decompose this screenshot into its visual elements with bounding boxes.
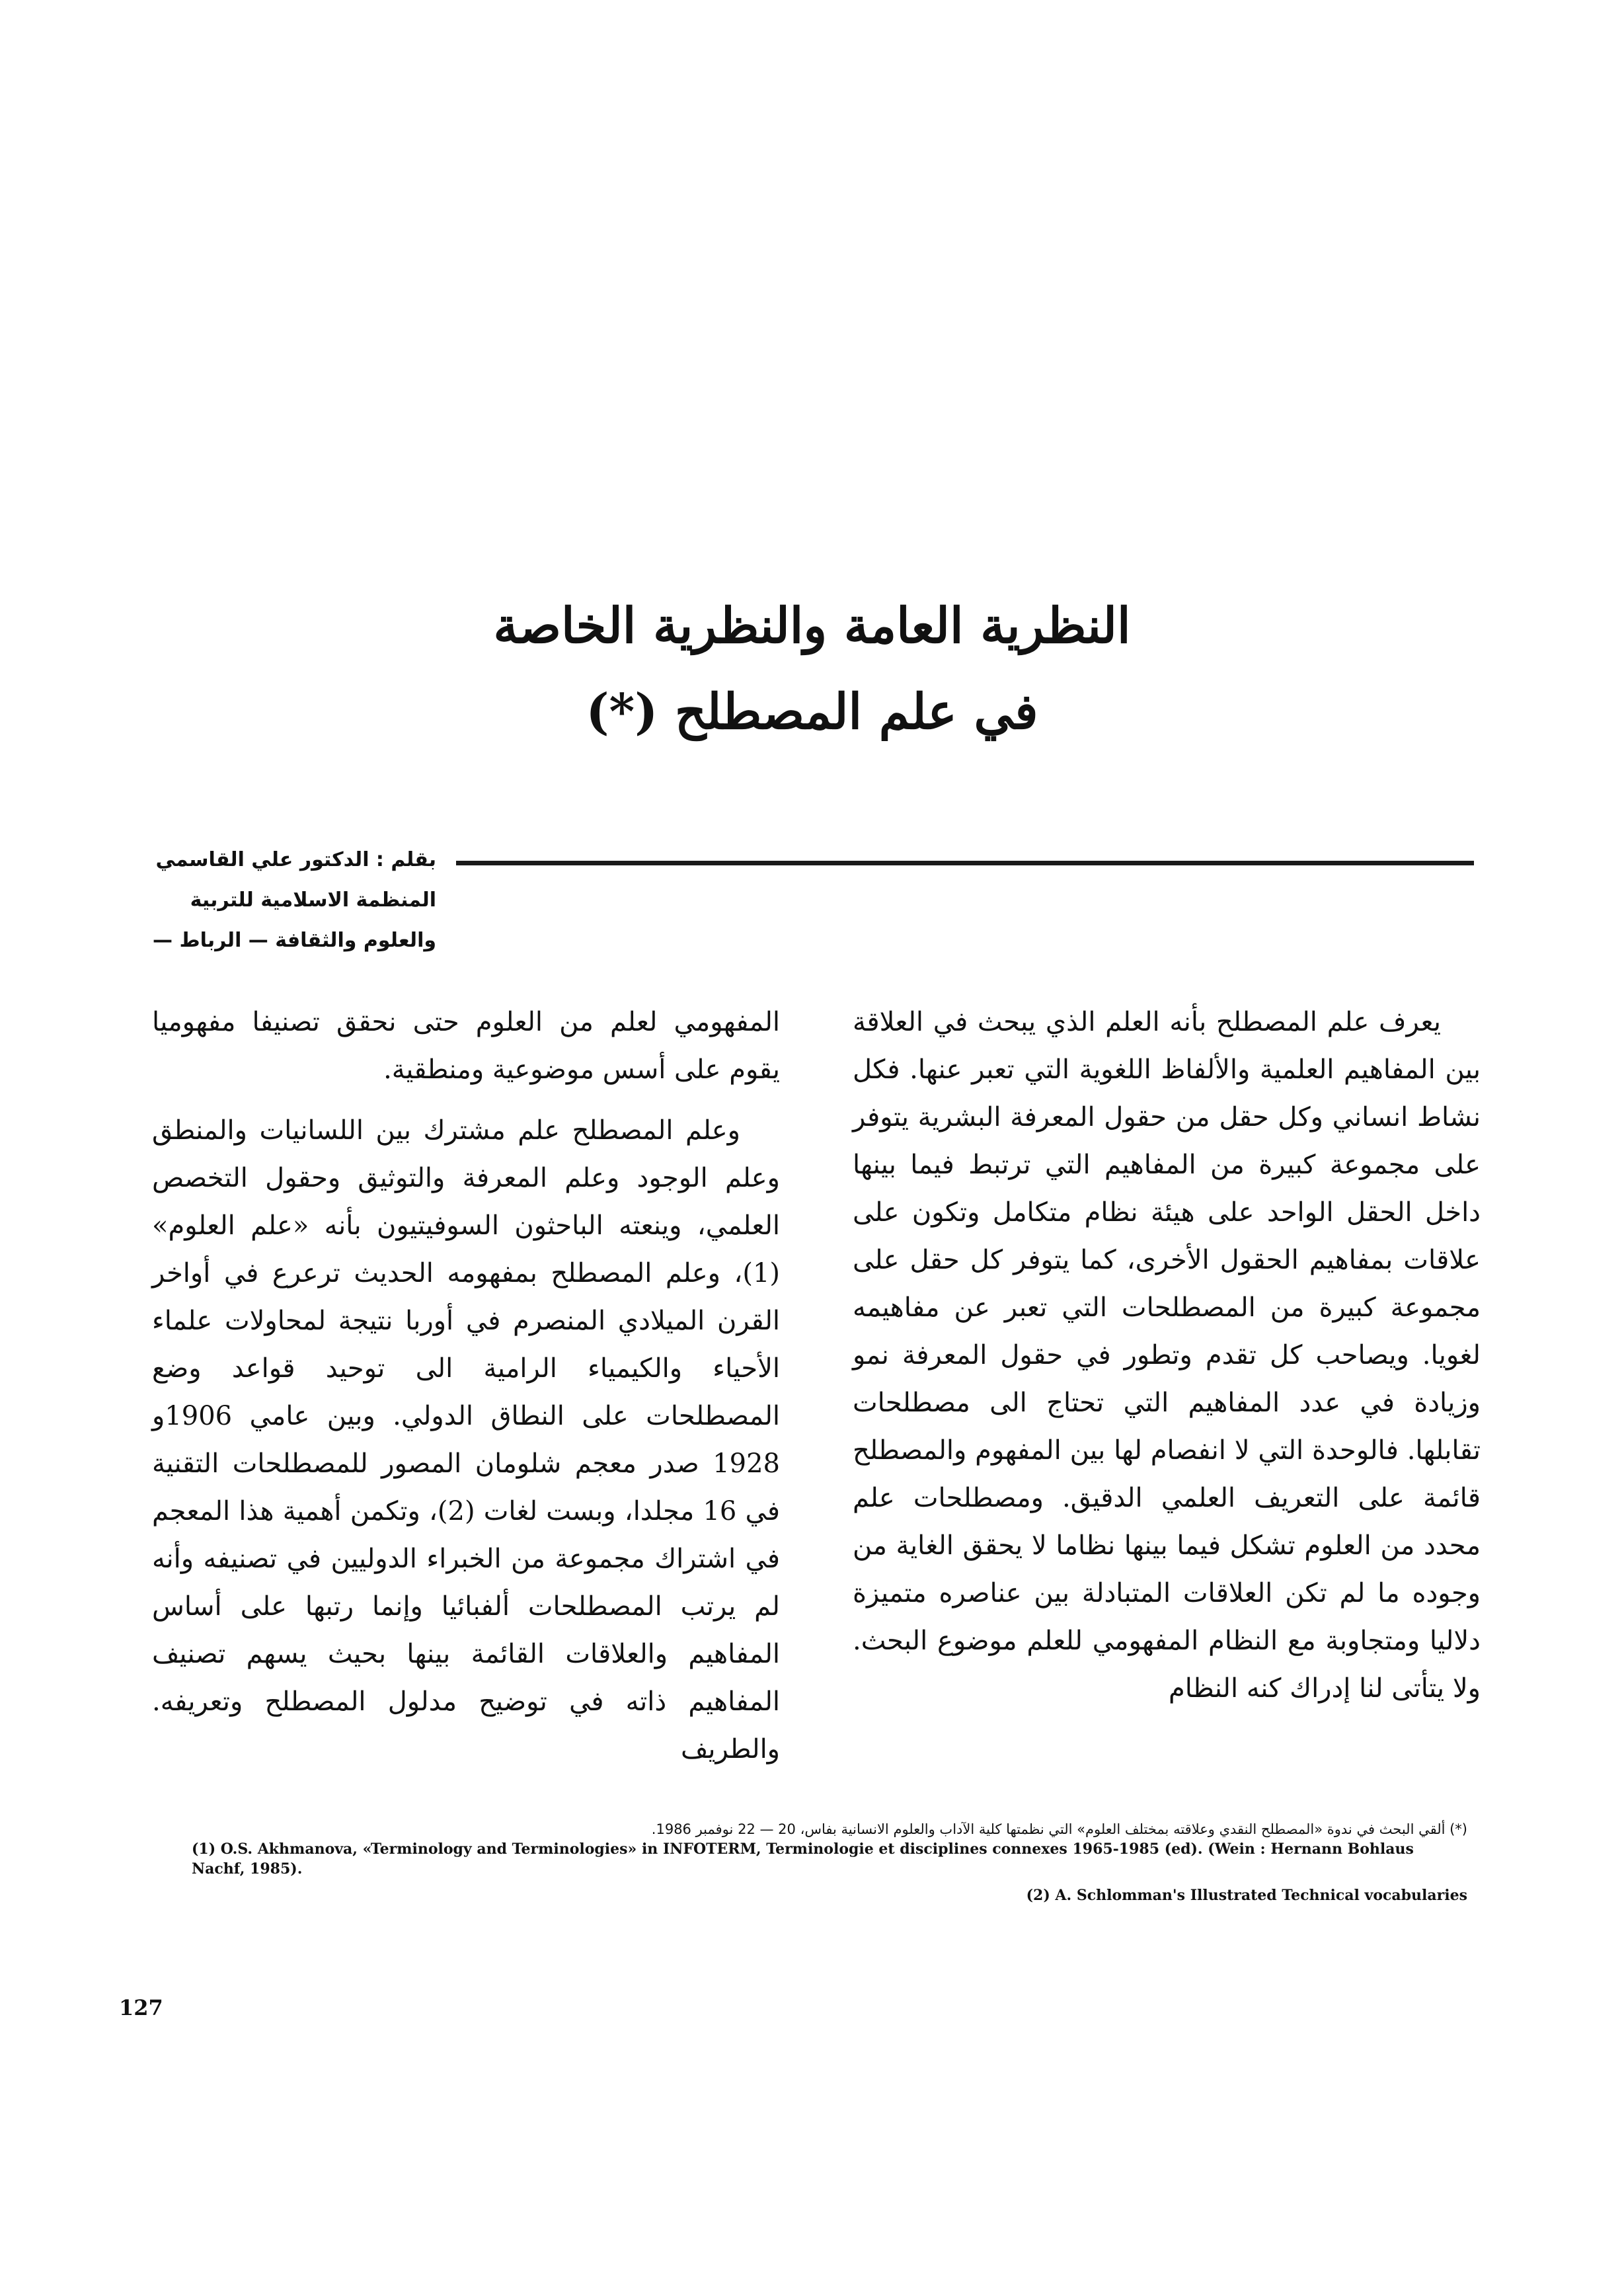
article-title-line-1: النظرية العامة والنظرية الخاصة [493, 598, 1131, 654]
page-number: 127 [119, 1995, 163, 2020]
author-name: بقلم : الدكتور علي القاسمي [155, 848, 436, 871]
body-column-right [853, 998, 1481, 1712]
paragraph: يعرف علم المصطلح بأنه العلم الذي يبحث في العلاقة بين المفاهيم العلمية والألفاظ اللغوية التي تعبر عنها. فكل نشاط انساني وكل حقل من حقول المعرفة البشرية يتوفر على مجموعة كبيرة من المفاهيم التي ترتبط فيما بينها داخل الحقل الواحد على هيئة نظام متكامل وتكون على علاقات بمفاهيم الحقول الأخرى، كما يتوفر كل حقل على مجموعة كبيرة من المصطلحات التي تعبر عن مفاهيمه لغويا. ويصاحب كل تقدم وتطور في حقول المعرفة نمو وزيادة في عدد المفاهيم التي تحتاج الى مصطلحات تقابلها. فالوحدة التي لا انفصام لها بين المفهوم والمصطلح قائمة على التعريف العلمي الدقيق. ومصطلحات علم محدد من العلوم تشكل فيما بينها نظاما لا يحقق الغاية من وجوده ما لم تكن العلاقات المتبادلة بين عناصره متميزة دلاليا ومتجاوبة مع النظام المفهومي للعلم موضوع البحث. ولا يتأتى لنا إدراك كنه النظام [853, 1007, 1481, 1704]
title-divider-rule [456, 861, 1474, 865]
footnote-star: (*) ألقي البحث في ندوة «المصطلح النقدي وعلاقته بمختلف العلوم» التي نظمتها كلية الآداب والعلوم الانسانية بفاس، 20 — 22 نوفمبر 1986. [651, 1821, 1467, 1837]
paragraph: المفهومي لعلم من العلوم حتى نحقق تصنيفا مفهوميا يقوم على أسس موضوعية ومنطقية. [152, 1007, 780, 1085]
author-affiliation-line-2: والعلوم والثقافة — الرباط — [153, 929, 436, 952]
paragraph: وعلم المصطلح علم مشترك بين اللسانيات والمنطق وعلم الوجود وعلم المعرفة والتوثيق وحقول التخصص العلمي، وينعته الباحثون السوفيتيون بأنه «علم العلوم» (1)، وعلم المصطلح بمفهومه الحديث ترعرع في أواخر القرن الميلادي المنصرم في أوربا نتيجة لمحاولات علماء الأحياء والكيمياء الرامية الى توحيد قواعد وضع المصطلحات على النطاق الدولي. وبين عامي 1906و 1928 صدر معجم شلومان المصور للمصطلحات التقنية في 16 مجلدا، وبست لغات (2)، وتكمن أهمية هذا المعجم في اشتراك مجموعة من الخبراء الدوليين في تصنيفه وأنه لم يرتب المصطلحات ألفبائيا وإنما رتبها على أساس المفاهيم والعلاقات القائمة بينها بحيث يسهم تصنيف المفاهيم ذاته في توضيح مدلول المصطلح وتعريفه. والطريف [152, 1115, 780, 1764]
author-affiliation-line-1: المنظمة الاسلامية للتربية [190, 889, 436, 912]
footnote-1: (1) O.S. Akhmanova, «Terminology and Terminologies» in INFOTERM, Terminologie et disciplines connexes 1965-1985 (ed). (Wein : Hernann Bohlaus Nachf, 1985). [192, 1841, 1414, 1878]
footnotes [192, 1819, 1467, 1905]
footnote-2: (2) A. Schlomman's Illustrated Technical vocabularies [1026, 1887, 1467, 1904]
body-column-left [152, 998, 780, 1773]
article-title-line-2: في علم المصطلح (*) [586, 684, 1038, 740]
